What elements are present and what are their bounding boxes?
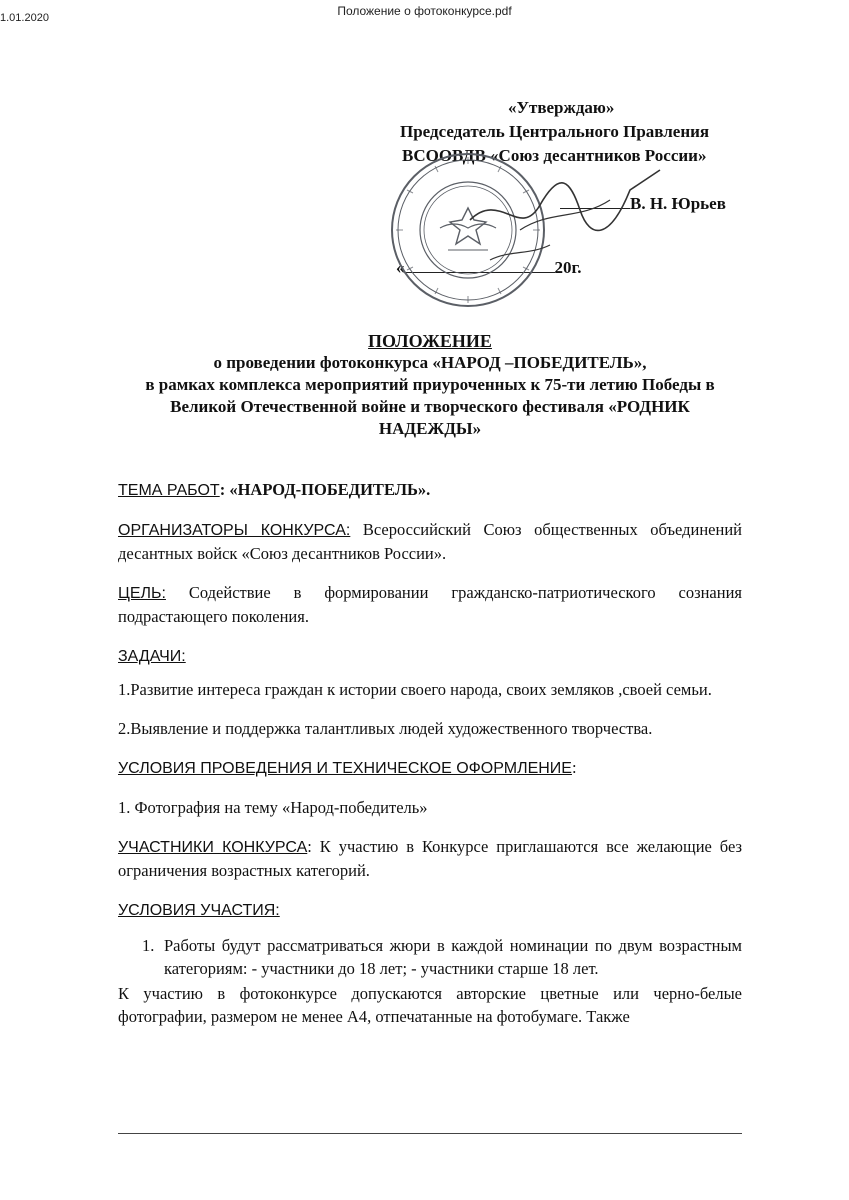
- tasks-heading: [118, 644, 742, 668]
- conditions-heading: [118, 756, 742, 780]
- participation-heading: [118, 898, 742, 922]
- participation-item-text: Работы будут рассматриваться жюри в каждой номинации по двум возрастным категориям: - участники до 18 лет; - участники старше 18 лет.: [164, 936, 742, 978]
- handwritten-signature-icon: [460, 150, 680, 270]
- participants-paragraph: [118, 835, 742, 882]
- organizers-label: ОРГАНИЗАТОРЫ КОНКУРСА:: [118, 522, 351, 539]
- theme-value: : «НАРОД-ПОБЕДИТЕЛЬ».: [219, 480, 431, 499]
- theme-paragraph: [118, 478, 742, 502]
- page-footer-divider: [118, 1133, 742, 1134]
- goal-paragraph: [118, 581, 742, 628]
- goal-value: Содействие в формировании гражданско-патриотического сознания подрастающего поколения.: [118, 583, 742, 626]
- participation-list: [118, 934, 742, 980]
- task-item-2: 2.Выявление и поддержка талантливых людей художественного творчества.: [118, 719, 653, 738]
- conditions-colon: :: [571, 758, 577, 777]
- task-item-1: 1.Развитие интереса граждан к истории своего народа, своих земляков ,своей семьи.: [118, 680, 712, 699]
- chairman-title-line2: ВСООВДВ «Союз десантников России»: [402, 146, 707, 165]
- conditions-label: УСЛОВИЯ ПРОВЕДЕНИЯ И ТЕХНИЧЕСКОЕ ОФОРМЛЕНИЕ: [118, 760, 572, 777]
- title-line-2: о проведении фотоконкурса «НАРОД –ПОБЕДИТЕЛЬ»,: [213, 353, 647, 372]
- title-line-4: Великой Отечественной войне и творческого фестиваля «РОДНИК: [170, 397, 690, 416]
- document-title: [90, 330, 770, 440]
- title-line-5: НАДЕЖДЫ»: [378, 419, 482, 438]
- approve-heading: «Утверждаю»: [508, 98, 615, 117]
- date-year-end: г.: [571, 258, 582, 277]
- document-body: [118, 478, 742, 1044]
- date-year-prefix: 20: [554, 258, 572, 277]
- organizers-paragraph: [118, 518, 742, 565]
- participants-label: УЧАСТНИКИ КОНКУРСА: [118, 839, 308, 856]
- goal-label: ЦЕЛЬ:: [118, 585, 166, 602]
- chairman-title-line1: Председатель Центрального Правления: [400, 122, 710, 141]
- condition-item-1: 1. Фотография на тему «Народ-победитель»: [118, 798, 428, 817]
- tasks-label: ЗАДАЧИ:: [118, 648, 186, 665]
- final-paragraph: К участию в фотоконкурсе допускаются авторские цветные или черно-белые фотографии, размером не менее А4, отпечатанные на фотобумаге. Также: [118, 984, 742, 1026]
- organizers-value: Всероссийский Союз общественных объединений десантных войск «Союз десантников России».: [118, 520, 742, 563]
- date-open-quote: «: [396, 258, 405, 277]
- print-date: 1.01.2020: [0, 12, 49, 24]
- participation-item: [142, 934, 742, 980]
- signer-name: В. Н. Юрьев: [630, 194, 726, 213]
- theme-label: ТЕМА РАБОТ: [118, 482, 220, 499]
- title-line-3: в рамках комплекса мероприятий приуроченных к 75-ти летию Победы в: [145, 375, 715, 394]
- participation-label: УСЛОВИЯ УЧАСТИЯ:: [118, 902, 280, 919]
- participants-value: : К участию в Конкурсе приглашаются все желающие без ограничения возрастных категорий.: [118, 837, 743, 880]
- participation-item-number: 1.: [142, 936, 155, 955]
- title-heading: ПОЛОЖЕНИЕ: [368, 331, 492, 351]
- document-filename: Положение о фотоконкурсе.pdf: [337, 4, 512, 18]
